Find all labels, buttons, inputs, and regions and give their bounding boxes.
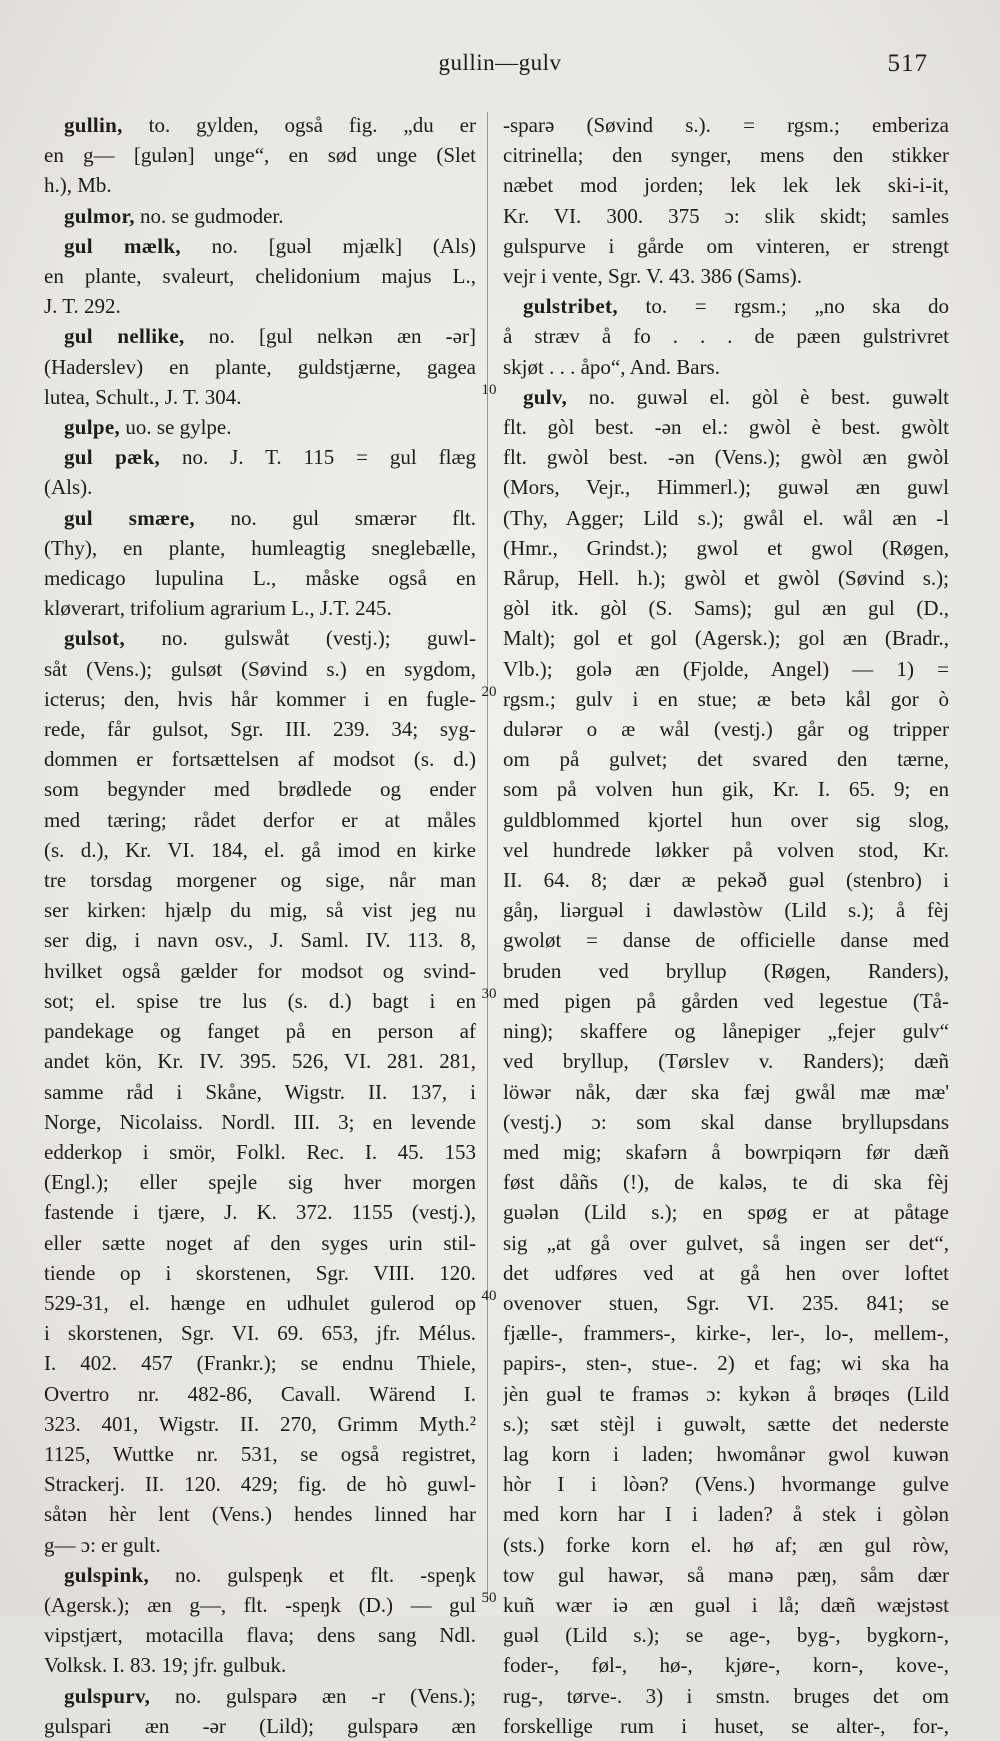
text-line: medicago lupulina L., måske også en: [44, 566, 476, 591]
text-line: gåŋ, liərguəl i dawləstòw (Lild s.); å fèj: [503, 898, 949, 923]
text-line: (Thy, Agger; Lild s.); gwål el. wål æn -l: [503, 505, 949, 530]
text-line: (Hmr., Grindst.); gwol et gwol (Røgen,: [503, 535, 949, 560]
headword: gulmor,: [64, 203, 135, 228]
headword: gulpe,: [64, 415, 121, 440]
text-line: gulspari æn -ər (Lild); gulsparə æn: [44, 1713, 476, 1738]
text-line: tiende op i skorstenen, Sgr. VIII. 120.: [44, 1260, 476, 1285]
text-line: om på gulvet; det svared den tærne,: [503, 747, 949, 772]
entry-headword-line: [44, 623, 476, 653]
text-line: (Thy), en plante, humleagtig sneglebælle,: [44, 535, 476, 560]
text-line: lag korn i laden; hwomånər gwol kuwən: [503, 1441, 949, 1466]
entry-headword-line: [44, 442, 476, 472]
text-line: 323. 401, Wigstr. II. 270, Grimm Myth.²: [44, 1411, 476, 1436]
text-line: guəl (Lild s.); se age-, byg-, bygkorn-,: [503, 1623, 949, 1648]
text-line: edderkop i smör, Folkl. Rec. I. 45. 153: [44, 1139, 476, 1164]
headword: gulstribet,: [523, 294, 618, 319]
text-line: rug-, tørve-. 3) i smstn. bruges det om: [503, 1683, 949, 1708]
text-line: som på volven hun gik, Kr. I. 65. 9; en: [503, 777, 949, 802]
text-line: såt (Vens.); gulsøt (Søvind s.) en sygdom,: [44, 656, 476, 681]
text-line: vel hundrede løkker på volven stod, Kr.: [503, 837, 949, 862]
text-line: icterus; den, hvis hår kommer i en fugle-: [44, 686, 476, 711]
entry-headword-line: [44, 1681, 476, 1711]
text-line: med korn har I i laden? å stek i gòlən: [503, 1502, 949, 1527]
text-line: Malt); gol et gol (Agersk.); gol æn (Bradr.,: [503, 626, 949, 651]
entry-text: no. gulspeŋk et flt. -speŋk: [149, 1562, 476, 1587]
text-line: löwər nåk, dær ska fæj gwål mæ mæ': [503, 1079, 949, 1104]
headword: gul mælk,: [64, 233, 181, 258]
text-line: fjælle-, frammers-, kirke-, ler-, lo-, mellem-,: [503, 1321, 949, 1346]
text-line: ovenover stuen, Sgr. VI. 235. 841; se: [503, 1290, 949, 1315]
text-line: tow gul hawər, så manə pæŋ, såm dær: [503, 1562, 949, 1587]
column-divider: [487, 112, 488, 1602]
text-line: pandekage og fanget på en person af: [44, 1019, 476, 1044]
text-line: (s. d.), Kr. VI. 184, el. gå imod en kirke: [44, 837, 476, 862]
headword: gul pæk,: [64, 445, 161, 470]
headword: gul nellike,: [64, 324, 185, 349]
text-line: føst dåñs (!), de kaləs, te di ska fèj: [503, 1170, 949, 1195]
running-head: gullin—gulv: [438, 50, 562, 75]
text-line: dulərər o æ wål (vestj.) går og tripper: [503, 717, 949, 742]
text-line: Norge, Nicolaiss. Nordl. III. 3; en levende: [44, 1109, 476, 1134]
text-line: guldblommed kjortel hun over sig slog,: [503, 807, 949, 832]
entry-text: no. gulswåt (vestj.); guwl-: [125, 626, 476, 651]
text-line: en plante, svaleurt, chelidonium majus L.,: [44, 264, 476, 289]
text-line: h.), Mb.: [44, 173, 112, 198]
entry-text: uo. se gylpe.: [120, 415, 232, 440]
text-line: flt. gwòl best. -ən (Vens.); gwòl æn gwòl: [503, 445, 949, 470]
text-line: gòl itk. gòl (S. Sams); gul æn gul (D.,: [503, 596, 949, 621]
text-line: en g— [gulən] unge“, en sød unge (Slet: [44, 143, 476, 168]
page-number: 517: [887, 50, 928, 77]
text-line: hòr I i lòən? (Vens.) hvormange gulve: [503, 1472, 949, 1497]
text-line: ser dig, i navn osv., J. Saml. IV. 113. 8,: [44, 928, 476, 953]
text-line: J. T. 292.: [44, 294, 121, 319]
entry-headword-line: [44, 321, 476, 351]
page-header: [0, 50, 1000, 90]
entry-headword-line: [44, 503, 476, 533]
text-line: ser kirken: hjælp du mig, så vist jeg nu: [44, 898, 476, 923]
text-line: foder-, føl-, hø-, kjøre-, korn-, kove-,: [503, 1653, 949, 1678]
right-column: [503, 110, 949, 1741]
entry-text: no. [gul nelkən æn -ər]: [184, 324, 476, 349]
text-line: samme råd i Skåne, Wigstr. II. 137, i: [44, 1079, 476, 1104]
text-line: (Haderslev) en plante, guldstjærne, gagea: [44, 354, 476, 379]
text-line: gwoløt = danse de officielle danse med: [503, 928, 949, 953]
text-line: Kr. VI. 300. 375 ɔ: slik skidt; samles: [503, 203, 949, 228]
text-line: jèn guəl te framəs ɔ: kykən å brøqes (Lild: [503, 1381, 949, 1406]
text-line: med pigen på gården ved legestue (Tå-: [503, 988, 949, 1013]
entry-text: to. = rgsm.; „no ska do: [617, 294, 949, 319]
line-number: 30: [481, 986, 497, 1002]
text-line: II. 64. 8; dær æ pekəð guəl (stenbro) i: [503, 868, 949, 893]
headword: gulspink,: [64, 1562, 150, 1587]
line-number: 50: [481, 1590, 497, 1606]
text-line: forskellige rum i huset, se alter-, for-,: [503, 1713, 949, 1738]
entry-text: no. [guəl mjælk] (Als): [180, 233, 476, 258]
text-line: Rårup, Hell. h.); gwòl et gwòl (Søvind s.);: [503, 566, 949, 591]
text-line: andet kön, Kr. IV. 395. 526, VI. 281. 281,: [44, 1049, 476, 1074]
entry-text: no. gul smærər flt.: [194, 505, 476, 530]
entry-headword-line: [44, 231, 476, 261]
text-line: I. 402. 457 (Frankr.); se endnu Thiele,: [44, 1351, 476, 1376]
text-line: citrinella; den synger, mens den stikker: [503, 143, 949, 168]
text-line: (sts.) forke korn el. hø af; æn gul ròw,: [503, 1532, 949, 1557]
headword: gullin,: [64, 113, 123, 137]
entry-text: no. gulsparə æn -r (Vens.);: [150, 1683, 476, 1708]
text-line: Volksk. I. 83. 19; jfr. gulbuk.: [44, 1653, 287, 1678]
text-line: skjøt . . . åpo“, And. Bars.: [503, 354, 720, 379]
text-line: ved bryllup, (Tørslev v. Randers); dæñ: [503, 1049, 949, 1074]
entry-text: no. guwəl el. gòl è best. guwəlt: [567, 384, 949, 409]
text-line: sot; el. spise tre lus (s. d.) bagt i en: [44, 988, 476, 1013]
text-line: fastende i tjære, J. K. 372. 1155 (vestj.),: [44, 1200, 476, 1225]
text-line: (vestj.) ɔ: som skal danse bryllupsdans: [503, 1109, 949, 1134]
text-line: (Engl.); eller spejle sig hver morgen: [44, 1170, 476, 1195]
text-line: 1125, Wuttke nr. 531, se også registret,: [44, 1441, 476, 1466]
text-line: dommen er fortsættelsen af modsot (s. d.): [44, 747, 476, 772]
line-number: 10: [481, 382, 497, 398]
text-line: næbet mod jorden; lek lek lek ski-i-it,: [503, 173, 949, 198]
text-line: guələn (Lild s.); en spøg er at påtage: [503, 1200, 949, 1225]
text-line: med tæring; rådet derfor er at måles: [44, 807, 476, 832]
text-line: Overtro nr. 482-86, Cavall. Wärend I.: [44, 1381, 476, 1406]
text-line: som begynder med brødlede og ender: [44, 777, 476, 802]
text-line: hvilket også gælder for modsot og svind-: [44, 958, 476, 983]
entry-text: to. gylden, også fig. „du er: [122, 113, 476, 137]
text-line: Strackerj. II. 120. 429; fig. de hò guwl-: [44, 1472, 476, 1497]
entry-headword-line: [44, 412, 476, 442]
text-line: g— ɔ: er gult.: [44, 1532, 161, 1557]
line-number: 40: [481, 1288, 497, 1304]
text-line: tre torsdag morgener og sige, når man: [44, 868, 476, 893]
text-line: Vlb.); golə æn (Fjolde, Angel) — 1) =: [503, 656, 949, 681]
text-line: rgsm.; gulv i en stue; æ betə kål gor ò: [503, 686, 949, 711]
text-line: vejr i vente, Sgr. V. 43. 386 (Sams).: [503, 264, 803, 289]
text-line: papirs-, sten-, stue-. 2) et fag; wi ska ha: [503, 1351, 949, 1376]
entry-headword-line: [44, 1560, 476, 1590]
text-line: kuñ wær iə æn guəl i lå; dæñ wæjstəst: [503, 1592, 949, 1617]
left-column: [44, 110, 476, 1741]
text-line: sig „at gå over gulvet, så ingen ser det“,: [503, 1230, 949, 1255]
text-line: rede, får gulsot, Sgr. III. 239. 34; syg-: [44, 717, 476, 742]
text-line: med mig; skafərn å bowrpiqərn før dæñ: [503, 1139, 949, 1164]
text-line: eller sætte noget af den syges urin stil-: [44, 1230, 476, 1255]
text-line: flt. gòl best. -ən el.: gwòl è best. gwòlt: [503, 415, 949, 440]
text-line: 529-31, el. hænge en udhulet gulerod op: [44, 1290, 476, 1315]
text-line: såtən hèr lent (Vens.) hendes linned har: [44, 1502, 476, 1527]
text-line: kløverart, trifolium agrarium L., J.T. 245.: [44, 596, 392, 621]
entry-headword-line: [44, 201, 476, 231]
text-line: gulspurve i gårde om vinteren, er strengt: [503, 233, 949, 258]
text-line: -sparə (Søvind s.). = rgsm.; emberiza: [503, 113, 949, 137]
text-line: (Agersk.); æn g—, flt. -speŋk (D.) — gul: [44, 1592, 476, 1617]
text-line: s.); sæt stèjl i guwəlt, sætte det nederste: [503, 1411, 949, 1436]
text-line: vipstjært, motacilla flava; dens sang Ndl.: [44, 1623, 476, 1648]
line-number: 20: [481, 684, 497, 700]
headword: gul smære,: [64, 505, 195, 530]
headword: gulv,: [523, 384, 568, 409]
text-line: (Mors, Vejr., Himmerl.); guwəl æn guwl: [503, 475, 949, 500]
entry-headword-line: [503, 291, 949, 321]
headword: gulsot,: [64, 626, 126, 651]
entry-headword-line: [44, 110, 476, 140]
text-line: ning); skaffere og lånepiger „fejer gulv“: [503, 1019, 949, 1044]
headword: gulspurv,: [64, 1683, 151, 1708]
text-line: lutea, Schult., J. T. 304.: [44, 384, 242, 409]
text-line: i skorstenen, Sgr. VI. 69. 653, jfr. Mélus.: [44, 1321, 476, 1346]
entry-headword-line: [503, 382, 949, 412]
entry-text: no. se gudmoder.: [134, 203, 284, 228]
text-line: det udføres ved at gå hen over loftet: [503, 1260, 949, 1285]
text-line: å stræv å fo . . . de pæen gulstrivret: [503, 324, 949, 349]
text-line: (Als).: [44, 475, 93, 500]
text-line: bruden ved bryllup (Røgen, Randers),: [503, 958, 949, 983]
entry-text: no. J. T. 115 = gul flæg: [160, 445, 476, 470]
